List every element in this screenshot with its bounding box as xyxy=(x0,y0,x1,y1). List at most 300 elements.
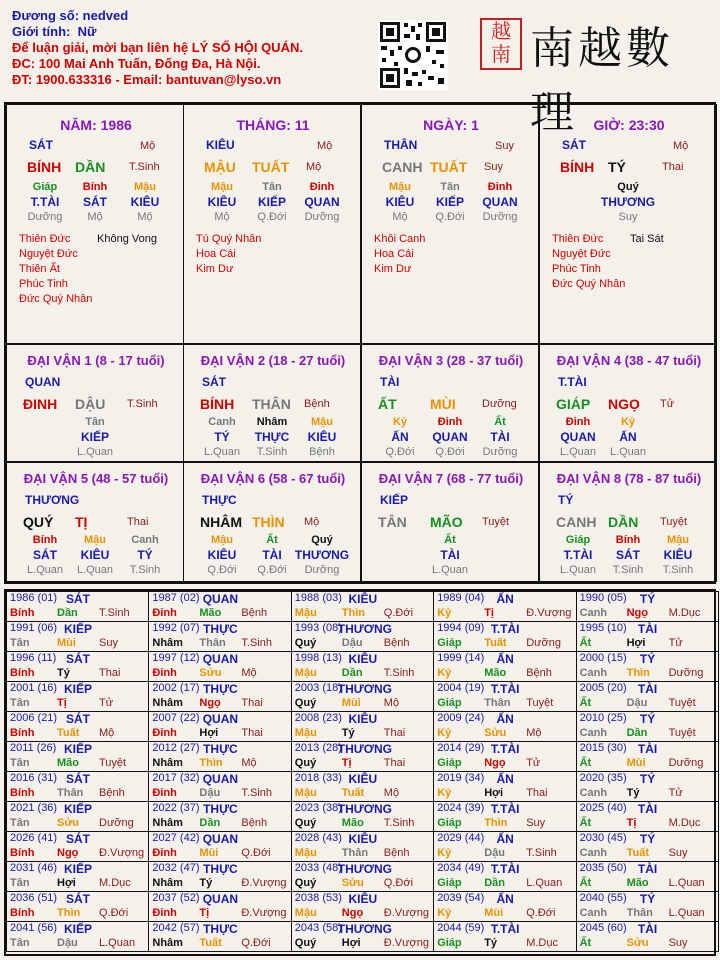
dai-van-god: KIẾP xyxy=(380,493,409,507)
year-god: THƯƠNG xyxy=(337,682,392,696)
year-stem: Quý xyxy=(294,697,317,709)
year-stem: Canh xyxy=(579,727,608,739)
dai-van-status: Bệnh xyxy=(304,398,330,410)
pillar-cell xyxy=(183,104,361,344)
pillar-title: GIỜ: 23:30 xyxy=(593,117,665,133)
year-branch: Thân xyxy=(341,847,369,859)
dai-van-chi: THÌN xyxy=(252,514,285,530)
year-god: KIẾP xyxy=(63,742,92,756)
year-god: KIÊU xyxy=(348,832,378,846)
year-label: 1987 (02) xyxy=(152,592,200,604)
year-phase: M.Dục xyxy=(668,607,701,619)
year-phase: L.Quan xyxy=(668,877,705,889)
year-stem: Canh xyxy=(579,787,608,799)
hidden-god: KIÊU xyxy=(207,548,237,562)
star-item: Nguyệt Đức xyxy=(552,248,611,260)
year-phase: Suy xyxy=(668,937,688,949)
year-branch: Tuất xyxy=(626,847,649,859)
year-branch: Sửu xyxy=(199,667,222,679)
hidden-stem: Tân xyxy=(440,181,460,193)
year-branch: Dậu xyxy=(57,937,78,949)
year-branch: Dậu xyxy=(341,637,363,649)
year-cell xyxy=(433,921,576,952)
year-cell xyxy=(291,801,434,832)
year-phase: Q.Đới xyxy=(241,847,271,859)
pillar-god: KIÊU xyxy=(206,138,235,152)
year-cell xyxy=(148,621,291,652)
year-stem: Mậu xyxy=(294,667,317,679)
year-god: ẤN xyxy=(496,592,514,606)
year-cell xyxy=(291,861,434,892)
year-branch: Tý xyxy=(341,727,355,739)
year-god: THỰC xyxy=(203,742,238,756)
year-god: THƯƠNG xyxy=(337,622,392,636)
hidden-phase: T.Sinh xyxy=(612,564,644,576)
year-god: THỰC xyxy=(203,682,238,696)
year-phase: Tuyệt xyxy=(99,757,127,769)
year-phase: Tuyệt xyxy=(668,727,696,739)
hidden-phase: L.Quan xyxy=(431,564,469,576)
dai-van-title: ĐẠI VẬN 5 (48 - 57 tuổi) xyxy=(23,471,169,486)
contact-line: Để luận giải, mời bạn liên hệ LÝ SỐ HỘI QUÁN. xyxy=(12,40,303,55)
year-phase: T.Sinh xyxy=(241,637,272,649)
header-info xyxy=(12,8,303,88)
year-cell xyxy=(433,831,576,862)
year-label: 2031 (46) xyxy=(10,862,58,874)
hidden-god: THƯƠNG xyxy=(600,195,656,209)
hidden-stem: Ất xyxy=(266,534,278,546)
year-branch: Tý xyxy=(57,667,70,679)
year-phase: Đ.Vượng xyxy=(241,907,287,919)
year-label: 2024 (39) xyxy=(437,802,485,814)
hidden-stem: Quý xyxy=(617,181,639,193)
hidden-phase: Suy xyxy=(618,211,638,223)
year-god: KIẾP xyxy=(63,922,92,936)
hidden-god: KIẾP xyxy=(257,195,286,209)
year-branch: Hợi xyxy=(484,787,504,799)
year-branch: Tuất xyxy=(199,937,222,949)
dai-van-chi: TỊ xyxy=(75,514,88,530)
hidden-god: QUAN xyxy=(482,195,518,209)
year-god: TÀI xyxy=(637,622,658,636)
pillar-phase: Mộ xyxy=(317,140,333,152)
hidden-phase: T.Sinh xyxy=(256,446,288,458)
hidden-stem: Đinh xyxy=(309,181,335,193)
dai-van-chi: MÃO xyxy=(430,514,463,530)
pillar-chi: TÝ xyxy=(608,159,626,175)
year-branch: Tị xyxy=(341,757,352,769)
year-stem: Mậu xyxy=(294,787,317,799)
year-cell xyxy=(6,741,149,772)
hidden-stem: Mậu xyxy=(389,181,411,193)
year-stem: Tân xyxy=(10,937,30,949)
year-branch: Mùi xyxy=(57,637,76,649)
year-god: SÁT xyxy=(66,592,90,606)
year-phase: Tử xyxy=(526,757,541,769)
year-stem: Kỷ xyxy=(437,667,452,679)
year-stem: Canh xyxy=(579,607,608,619)
hidden-god: KIÊU xyxy=(130,195,160,209)
year-cell xyxy=(433,621,576,652)
year-branch: Tý xyxy=(484,937,498,949)
hidden-god: QUAN xyxy=(304,195,340,209)
hidden-phase: L.Quan xyxy=(76,564,114,576)
year-phase: Thai xyxy=(383,727,406,739)
dai-van-god: QUAN xyxy=(25,375,61,389)
dai-van-god: TÝ xyxy=(558,493,574,507)
hidden-phase: Dưỡng xyxy=(27,211,63,223)
hidden-phase: L.Quan xyxy=(609,446,647,458)
year-label: 1995 (10) xyxy=(579,622,627,634)
year-phase: Dưỡng xyxy=(668,757,704,769)
year-phase: Thai xyxy=(241,727,263,739)
star-item: Thiên Ất xyxy=(19,263,60,275)
hidden-phase: L.Quan xyxy=(559,446,597,458)
year-branch: Mùi xyxy=(626,757,646,769)
gender-label: Giới tính: xyxy=(12,24,71,39)
year-stem: Kỷ xyxy=(437,607,452,619)
year-label: 1991 (06) xyxy=(10,622,58,634)
year-label: 2032 (47) xyxy=(152,862,200,874)
year-branch: Tuất xyxy=(341,787,365,799)
year-branch: Ngọ xyxy=(484,757,506,769)
year-phase: T.Sinh xyxy=(383,817,415,829)
year-stem: Bính xyxy=(10,607,35,619)
year-god: QUAN xyxy=(202,712,239,726)
year-cell xyxy=(433,681,576,712)
gender-value: Nữ xyxy=(77,24,97,39)
year-phase: Mộ xyxy=(383,787,400,799)
hidden-phase: L.Quan xyxy=(26,564,64,576)
hidden-phase: Bệnh xyxy=(309,446,335,458)
year-label: 2037 (52) xyxy=(152,892,200,904)
year-stem: Nhâm xyxy=(152,877,183,889)
year-phase: L.Quan xyxy=(668,907,705,919)
address-line: ĐC: 100 Mai Anh Tuấn, Đống Đa, Hà Nội. xyxy=(12,56,261,71)
annual-luck-grid xyxy=(4,589,716,956)
year-branch: Thìn xyxy=(341,607,366,619)
year-god: TÀI xyxy=(637,862,658,876)
year-cell xyxy=(6,591,149,622)
hidden-god: QUAN xyxy=(560,430,596,444)
year-stem: Nhâm xyxy=(152,637,183,649)
year-branch: Thìn xyxy=(626,667,650,679)
dai-van-god: T.TÀI xyxy=(558,375,587,389)
pillar-can: MẬU xyxy=(204,159,236,175)
year-god: T.TÀI xyxy=(490,742,520,756)
year-stem: Giáp xyxy=(437,937,462,949)
year-god: KIÊU xyxy=(348,892,378,906)
dai-van-status: Mộ xyxy=(304,516,320,528)
year-god: TÝ xyxy=(639,592,656,606)
year-branch: Dần xyxy=(57,607,78,619)
year-branch: Tị xyxy=(484,607,494,619)
pillar-can: BÍNH xyxy=(560,159,595,175)
dai-van-god: THƯƠNG xyxy=(25,493,80,507)
year-phase: Thai xyxy=(526,787,548,799)
year-branch: Tý xyxy=(626,787,640,799)
year-label: 2043 (58) xyxy=(294,922,342,934)
year-cell xyxy=(433,801,576,832)
year-god: T.TÀI xyxy=(490,802,520,816)
year-cell xyxy=(291,591,434,622)
year-branch: Mão xyxy=(57,757,79,769)
year-label: 1998 (13) xyxy=(294,652,342,664)
logo-text: 南越數理 xyxy=(530,23,674,138)
dai-van-can: ĐINH xyxy=(23,396,58,412)
year-label: 2014 (29) xyxy=(437,742,485,754)
pillar-status: Mộ xyxy=(306,161,322,173)
year-stem: Giáp xyxy=(437,757,462,769)
year-label: 2027 (42) xyxy=(152,832,200,844)
dai-van-status: Thai xyxy=(127,516,149,528)
pillar-chi: TUẤT xyxy=(430,159,468,175)
owner-value: nedved xyxy=(82,8,129,23)
year-cell xyxy=(576,921,719,952)
year-cell xyxy=(148,771,291,802)
year-label: 2017 (32) xyxy=(152,772,200,784)
year-phase: Suy xyxy=(526,817,546,829)
dai-van-title: ĐẠI VẬN 8 (78 - 87 tuổi) xyxy=(556,471,702,486)
year-branch: Mùi xyxy=(484,907,504,919)
year-cell xyxy=(148,891,291,922)
year-stem: Nhâm xyxy=(152,817,183,829)
hidden-god: QUAN xyxy=(432,430,468,444)
hidden-god: TÀI xyxy=(440,548,460,562)
year-stem: Quý xyxy=(294,817,317,829)
year-cell xyxy=(576,831,719,862)
year-cell xyxy=(6,711,149,742)
year-cell xyxy=(433,651,576,682)
year-phase: T.Sinh xyxy=(99,607,130,619)
year-cell xyxy=(433,861,576,892)
dai-van-god: THỰC xyxy=(202,493,237,507)
pillar-cell xyxy=(361,104,539,344)
year-stem: Canh xyxy=(579,667,608,679)
hidden-phase: Dưỡng xyxy=(304,211,340,223)
dai-van-cell xyxy=(6,344,184,462)
year-label: 2007 (22) xyxy=(152,712,200,724)
year-stem: Nhâm xyxy=(152,937,183,949)
year-label: 2038 (53) xyxy=(294,892,342,904)
year-phase: Dưỡng xyxy=(526,637,561,649)
hidden-stem: Bính xyxy=(82,181,108,193)
year-god: ẤN xyxy=(496,652,514,666)
year-stem: Tân xyxy=(10,877,30,889)
year-stem: Đinh xyxy=(152,727,177,739)
year-label: 1997 (12) xyxy=(152,652,200,664)
pillar-chi: DẦN xyxy=(75,159,106,175)
hidden-god: ẤN xyxy=(619,430,637,444)
year-label: 2019 (34) xyxy=(437,772,485,784)
year-label: 2001 (16) xyxy=(10,682,58,694)
year-branch: Sửu xyxy=(341,877,364,889)
hidden-phase: Mộ xyxy=(214,211,230,223)
year-label: 2011 (26) xyxy=(10,742,57,754)
year-cell xyxy=(576,771,719,802)
year-god: T.TÀI xyxy=(490,862,520,876)
year-phase: Dưỡng xyxy=(99,817,134,829)
year-branch: Thìn xyxy=(57,907,81,919)
pillar-title: NĂM: 1986 xyxy=(60,117,132,133)
year-god: THƯƠNG xyxy=(337,922,392,936)
year-label: 2035 (50) xyxy=(579,862,627,874)
star-item: Hoa Cái xyxy=(196,248,236,260)
hidden-phase: T.Sinh xyxy=(129,564,161,576)
year-god: QUAN xyxy=(202,892,239,906)
year-cell xyxy=(576,591,719,622)
hidden-phase: Mộ xyxy=(392,211,408,223)
year-label: 2028 (43) xyxy=(294,832,342,844)
year-label: 1994 (09) xyxy=(437,622,485,634)
dai-van-cell xyxy=(183,462,361,582)
star-item: Đức Quý Nhân xyxy=(552,278,626,290)
logo-seal: 越南 xyxy=(480,18,522,70)
qr-code-icon xyxy=(378,20,448,90)
dai-van-status: T.Sinh xyxy=(127,398,158,410)
year-stem: Giáp xyxy=(437,817,462,829)
year-phase: Bệnh xyxy=(526,667,552,679)
star-item: Phúc Tinh xyxy=(552,263,601,275)
year-phase: Mộ xyxy=(99,727,115,739)
hidden-stem: Mậu xyxy=(84,534,106,546)
year-label: 1999 (14) xyxy=(437,652,485,664)
year-stem: Tân xyxy=(10,817,30,829)
dai-van-can: BÍNH xyxy=(200,396,235,412)
dai-van-title: ĐẠI VẬN 7 (68 - 77 tuổi) xyxy=(378,471,524,486)
year-god: TÀI xyxy=(637,742,658,756)
year-label: 2040 (55) xyxy=(579,892,627,904)
year-cell xyxy=(576,741,719,772)
year-god: SÁT xyxy=(66,832,90,846)
hidden-phase: L.Quan xyxy=(76,446,114,458)
year-god: QUAN xyxy=(202,652,239,666)
year-phase: Q.Đới xyxy=(99,907,129,919)
phone-email-line: ĐT: 1900.633316 - Email: bantuvan@lyso.vn xyxy=(12,72,282,87)
pillar-god: SÁT xyxy=(562,138,586,152)
star-item: Tú Quý Nhân xyxy=(196,233,262,245)
hidden-phase: T.Sinh xyxy=(662,564,694,576)
dai-van-chi: DẬU xyxy=(75,396,106,412)
year-stem: Bính xyxy=(10,667,35,679)
year-cell xyxy=(6,621,149,652)
year-god: SÁT xyxy=(66,652,90,666)
year-label: 2009 (24) xyxy=(437,712,485,724)
year-branch: Hợi xyxy=(57,877,76,889)
star-item: Kim Dư xyxy=(196,263,234,275)
hidden-god: KIÊU xyxy=(663,548,693,562)
year-cell xyxy=(433,891,576,922)
hidden-god: TÀI xyxy=(262,548,282,562)
year-label: 2005 (20) xyxy=(579,682,627,694)
year-phase: T.Sinh xyxy=(383,667,415,679)
year-branch: Tị xyxy=(626,817,637,829)
year-god: SÁT xyxy=(66,712,90,726)
star-item: Nguyệt Đức xyxy=(19,248,78,260)
year-phase: Đ.Vượng xyxy=(99,847,145,859)
year-god: TÀI xyxy=(637,922,658,936)
year-cell xyxy=(433,771,576,802)
year-cell xyxy=(291,651,434,682)
hidden-stem: Mậu xyxy=(134,181,156,193)
dai-van-cell xyxy=(539,462,717,582)
year-god: KIẾP xyxy=(63,622,92,636)
year-label: 1992 (07) xyxy=(152,622,200,634)
year-cell xyxy=(148,711,291,742)
year-cell xyxy=(6,651,149,682)
year-label: 2008 (23) xyxy=(294,712,342,724)
hidden-phase: Q.Đới xyxy=(257,564,287,576)
pillar-chi: TUẤT xyxy=(252,159,290,175)
year-cell xyxy=(291,891,434,922)
year-branch: Tị xyxy=(57,697,67,709)
pillar-phase: Suy xyxy=(495,140,514,152)
dai-van-chi: NGỌ xyxy=(608,396,640,412)
four-pillars-grid xyxy=(4,102,716,584)
year-god: TÝ xyxy=(639,892,656,906)
hidden-stem: Đinh xyxy=(437,416,463,428)
year-cell xyxy=(576,621,719,652)
year-god: ẤN xyxy=(496,712,514,726)
dai-van-chi: THÂN xyxy=(252,396,291,412)
year-stem: Bính xyxy=(10,727,35,739)
year-phase: Mộ xyxy=(383,697,400,709)
year-stem: Đinh xyxy=(152,907,177,919)
year-phase: Bệnh xyxy=(99,787,125,799)
year-cell xyxy=(291,681,434,712)
pillar-title: THÁNG: 11 xyxy=(236,117,310,133)
year-god: KIÊU xyxy=(348,652,378,666)
hidden-phase: Dưỡng xyxy=(304,564,340,576)
year-label: 2022 (37) xyxy=(152,802,200,814)
year-stem: Kỷ xyxy=(437,847,452,859)
year-stem: Tân xyxy=(10,637,30,649)
year-branch: Dậu xyxy=(484,847,505,859)
hidden-stem: Quý xyxy=(311,534,333,546)
hidden-god: SÁT xyxy=(33,548,57,562)
year-god: THƯƠNG xyxy=(337,862,392,876)
year-god: T.TÀI xyxy=(490,622,520,636)
hidden-god: KIÊU xyxy=(385,195,415,209)
hidden-stem: Ất xyxy=(494,416,506,428)
dai-van-can: CANH xyxy=(556,514,597,530)
year-phase: Tử xyxy=(668,637,683,649)
year-phase: M.Dục xyxy=(99,877,131,889)
hidden-stem: Giáp xyxy=(32,181,58,193)
year-label: 2025 (40) xyxy=(579,802,627,814)
dai-van-can: QUÝ xyxy=(23,514,54,530)
year-branch: Hợi xyxy=(199,727,219,739)
year-cell xyxy=(6,801,149,832)
year-label: 2000 (15) xyxy=(579,652,627,664)
year-god: T.TÀI xyxy=(490,682,520,696)
year-branch: Tý xyxy=(199,877,213,889)
year-phase: L.Quan xyxy=(526,877,563,889)
hidden-stem: Canh xyxy=(131,534,159,546)
year-phase: Q.Đới xyxy=(526,907,556,919)
year-phase: Tuyệt xyxy=(668,697,696,709)
year-stem: Quý xyxy=(294,877,317,889)
star-item: Không Vong xyxy=(97,233,157,245)
hidden-stem: Bính xyxy=(32,534,58,546)
year-phase: Thai xyxy=(99,667,121,679)
year-phase: Suy xyxy=(99,637,118,649)
year-cell xyxy=(6,891,149,922)
year-phase: Q.Đới xyxy=(383,877,414,889)
year-label: 2013 (28) xyxy=(294,742,342,754)
year-branch: Dần xyxy=(341,667,363,679)
year-branch: Thìn xyxy=(484,817,508,829)
